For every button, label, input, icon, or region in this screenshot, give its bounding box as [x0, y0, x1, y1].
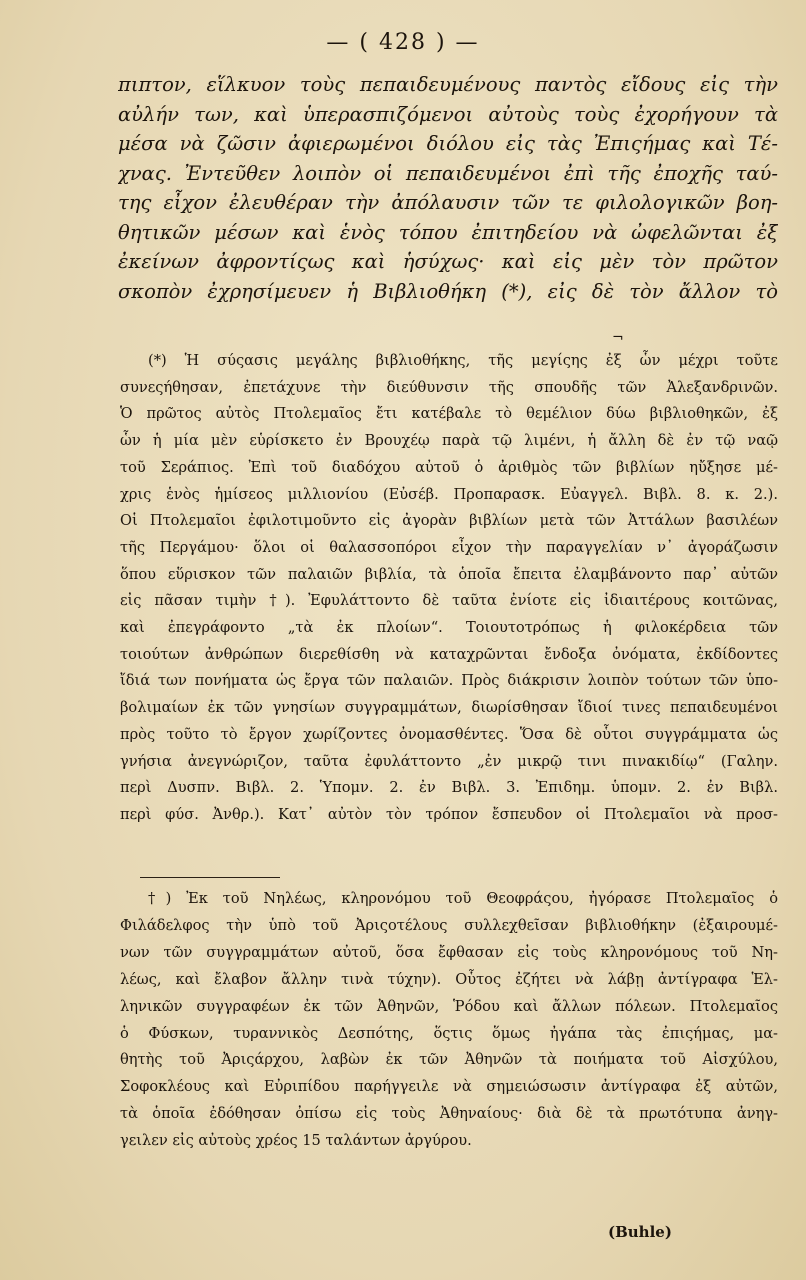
- footnote-line: τοῦ Σεράπιος. Ἐπὶ τοῦ διαδόχου αὐτοῦ ὁ ἀριθμὸς τῶν βιβλίων ηὔξησε μέ-: [120, 458, 778, 476]
- footnote-line: †) Ἐκ τοῦ Νηλέως, κληρονόμου τοῦ Θεοφράςου, ἠγόρασε Πτολεμαῖος ὁ: [148, 890, 778, 907]
- footnote-line: συνεςήθησαν, ἐπετάχυνε τὴν διεύθυνσιν τῆς σπουδῆς τῶν Ἀλεξανδρινῶν.: [120, 378, 778, 396]
- footnote-line: νων τῶν συγγραμμάτων αὐτοῦ, ὅσα ἔφθασαν εἰς τοὺς κληρονόμους τοῦ Νη-: [120, 943, 778, 961]
- footnote-attribution: (Buhle): [608, 1223, 672, 1241]
- footnote-line: ὧν ἡ μία μὲν εὑρίσκετο ἐν Βρουχέῳ παρὰ τῷ λιμένι, ἡ ἄλλη δὲ ἐν τῷ ναῷ: [120, 432, 778, 450]
- footnote-line: χρις ἑνὸς ἡμίσεος μιλλιονίου (Εὐσέβ. Προπαρασκ. Εὐαγγελ. Βιβλ. 8. κ. 2.).: [120, 485, 778, 503]
- text-line: χνας. Ἐντεῦθεν λοιπὸν οἱ πεπαιδευμένοι ἐπὶ τῆς ἐποχῆς ταύ-: [118, 161, 778, 185]
- footnote-line: Οἱ Πτολεμαῖοι ἐφιλοτιμοῦντο εἰς ἀγορὰν βιβλίων μετὰ τῶν Ἀττάλων βασιλέων: [120, 512, 778, 530]
- text-line: μέσα νὰ ζῶσιν ἀφιερωμένοι διόλου εἰς τὰς Ἐπιςήμας καὶ Τέ-: [118, 132, 778, 155]
- footnote-line: Σοφοκλέους καὶ Εὐριπίδου παρήγγειλε νὰ σημειώσωσιν ἀντίγραφα ἐξ αὐτῶν,: [120, 1078, 778, 1096]
- footnote-marker: ¬: [612, 330, 624, 346]
- footnote-line: βολιμαίων ἐκ τῶν γνησίων συγγραμμάτων, διωρίσθησαν ἴδιοί τινες πεπαιδευμένοι: [120, 699, 778, 717]
- footnote-dagger: [120, 886, 778, 1155]
- footnote-line: ὅπου εὕρισκον τῶν παλαιῶν βιβλία, τὰ ὁποῖα ἔπειτα ἐλαμβάνοντο παρ᾽ αὐτῶν: [120, 565, 778, 583]
- main-text: [118, 70, 778, 306]
- text-line: πιπτον, εἵλκυον τοὺς πεπαιδευμένους παντὸς εἴδους εἰς τὴν: [118, 73, 778, 96]
- footnote-line: περὶ φύσ. Ἀνθρ.). Κατ᾽ αὐτὸν τὸν τρόπον ἔσπευδον οἱ Πτολεμαῖοι νὰ προσ-: [120, 805, 778, 823]
- footnote-line: τῆς Περγάμου· ὅλοι οἱ θαλασσοπόροι εἶχον τὴν παραγγελίαν ν᾽ ἀγοράζωσιν: [120, 538, 778, 556]
- footnote-line: ὁ Φύσκων, τυραννικὸς Δεσπότης, ὅςτις ὅμως ἠγάπα τὰς ἐπιςήμας, μα-: [120, 1024, 778, 1042]
- footnote-line: περὶ Δυσπν. Βιβλ. 2. Ὑπομν. 2. ἐν Βιβλ. 3. Ἐπιδημ. ὑπομν. 2. ἐν Βιβλ.: [120, 779, 778, 797]
- footnote-line: καὶ ἐπεγράφοντο „τὰ ἐκ πλοίων“. Τοιουτοτρόπως ἡ φιλοκέρδεια τῶν: [120, 619, 778, 637]
- page-number: — ( 428 ) —: [326, 30, 480, 55]
- footnote-line: τοιούτων ἀνθρώπων διερεθίσθη νὰ καταχρῶνται ἔνδοξα ὀνόματα, ἐκδίδοντες: [120, 645, 778, 663]
- footnote-line: λέως, καὶ ἔλαβον ἄλλην τινὰ τύχην). Οὗτος ἐζήτει νὰ λάβῃ ἀντίγραφα Ἑλ-: [120, 970, 778, 988]
- footnote-line: τὰ ὁποῖα ἐδόθησαν ὀπίσω εἰς τοὺς Ἀθηναίους· διὰ δὲ τὰ πρωτότυπα ἀνηγ-: [120, 1105, 778, 1123]
- text-line: ἐκείνων ἀφροντίςως καὶ ἡσύχως· καὶ εἰς μὲν τὸν πρῶτον: [118, 250, 778, 273]
- footnote-line: Φιλάδελφος τὴν ὑπὸ τοῦ Ἀριςοτέλους συλλεχθεῖσαν βιβλιοθήκην (ἐξαιρουμέ-: [120, 916, 778, 934]
- text-line: σκοπὸν ἐχρησίμευεν ἡ Βιβλιοθήκη (*), εἰς δὲ τὸν ἄλλον τὸ: [118, 279, 778, 303]
- footnote-line: ληνικῶν συγγραφέων ἐκ τῶν Ἀθηνῶν, Ῥόδου καὶ ἄλλων πόλεων. Πτολεμαῖος: [120, 997, 778, 1015]
- footnote-line: Ὁ πρῶτος αὐτὸς Πτολεμαῖος ἔτι κατέβαλε τὸ θεμέλιον δύω βιβλιοθηκῶν, ἐξ: [120, 405, 778, 423]
- footnote-line: γνήσια ἀνεγνώριζον, ταῦτα ἐφυλάττοντο „ἐν μικρῷ τινι πινακιδίῳ“ (Γαλην.: [120, 752, 778, 770]
- footnote-line: ἴδιά των πονήματα ὡς ἔργα τῶν παλαιῶν. Πρὸς διάκρισιν λοιπὸν τούτων τῶν ὑπο-: [120, 672, 778, 690]
- footnote-asterisk: [120, 348, 778, 829]
- footnote-line: θητὴς τοῦ Ἀριςάρχου, λαβὼν ἐκ τῶν Ἀθηνῶν τὰ ποιήματα τοῦ Αἰσχύλου,: [120, 1051, 778, 1069]
- footnote-line: πρὸς τοῦτο τὸ ἔργον χωρίζοντες ὀνομασθέντες. Ὅσα δὲ οὗτοι συγγράμματα ὡς: [120, 725, 778, 743]
- footnote-divider: [140, 877, 280, 878]
- text-line: θητικῶν μέσων καὶ ἑνὸς τόπου ἐπιτηδείου νὰ ὠφελῶνται ἐξ: [118, 220, 778, 244]
- footnote-line: γειλεν εἰς αὐτοὺς χρέος 15 ταλάντων ἀργύρου.: [120, 1132, 472, 1150]
- text-line: αὐλήν των, καὶ ὑπερασπιζόμενοι αὐτοὺς τοὺς ἐχορήγουν τὰ: [118, 102, 778, 126]
- footnote-line: εἰς πᾶσαν τιμὴν †). Ἐφυλάττοντο δὲ ταῦτα ἐνίοτε εἰς ἰδιαιτέρους κοιτῶνας,: [120, 592, 778, 610]
- footnote-line: (*) Ἡ σύςασις μεγάλης βιβλιοθήκης, τῆς μεγίςης ἐξ ὧν μέχρι τοῦτε: [148, 352, 778, 369]
- text-line: της εἶχον ἐλευθέραν τὴν ἀπόλαυσιν τῶν τε φιλολογικῶν βοη-: [118, 191, 778, 214]
